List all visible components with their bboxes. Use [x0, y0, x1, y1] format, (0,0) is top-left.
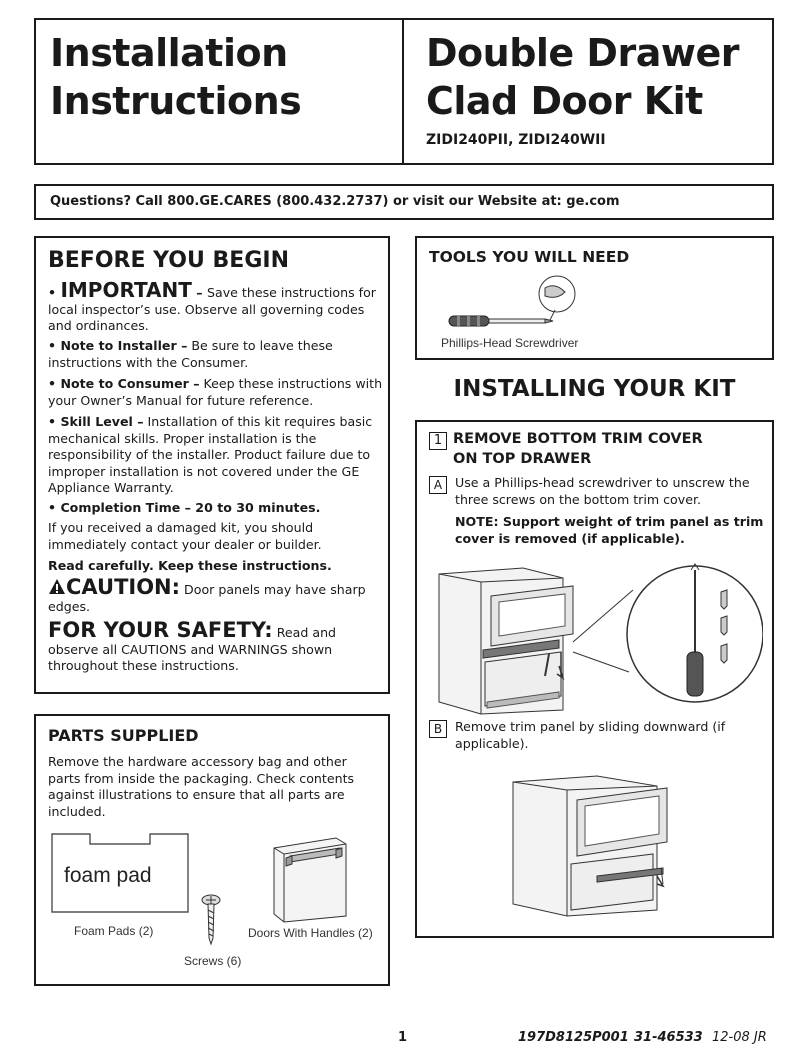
step-b-text: Remove trim panel by sliding downward (if applicable).: [455, 719, 726, 751]
consumer-bullet: • Note to Consumer – Keep these instructions with your Owner’s Manual for future reference.: [48, 376, 383, 408]
parts-supplied-text: Remove the hardware accessory bag and other parts from inside the packaging. Check contents against illustrations to ensure that all parts are included.: [48, 754, 355, 819]
installer-bullet: • Note to Installer – Be sure to leave these instructions with the Consumer.: [48, 338, 333, 370]
revision-date: 12-08 JR: [712, 1030, 767, 1045]
step-a-letter: A: [429, 476, 447, 494]
door-with-handle-illustration: [266, 834, 350, 924]
caution-notice: [48, 575, 388, 615]
tools-section: [415, 236, 774, 360]
completion-bullet: • Completion Time – 20 to 30 minutes.: [48, 500, 321, 515]
left-title-line1: Installation: [50, 31, 288, 75]
remove-trim-screws-illustration: [433, 562, 763, 722]
left-title-line2: Instructions: [50, 79, 302, 123]
step-1-title-line1: REMOVE BOTTOM TRIM COVER: [453, 431, 703, 447]
skill-label: Skill Level –: [60, 414, 144, 429]
before-you-begin-title: BEFORE YOU BEGIN: [48, 248, 289, 273]
foam-pad-label: foam pad: [64, 864, 152, 887]
phillips-screwdriver-illustration: [447, 274, 577, 330]
parts-supplied-title: PARTS SUPPLIED: [48, 726, 199, 745]
page-number: 1: [398, 1030, 408, 1045]
installer-label: Note to Installer –: [60, 338, 188, 353]
caution-text: Door panels may have sharp edges.: [48, 582, 366, 614]
completion-text: Completion Time – 20 to 30 minutes.: [60, 500, 321, 515]
important-text: Save these instructions for local inspector’s use. Observe all governing codes and ordinances.: [48, 285, 376, 333]
before-you-begin-section: [34, 236, 390, 694]
step-1-number: 1: [429, 432, 447, 450]
step-a-note: NOTE: Support weight of trim panel as trim cover is removed (if applicable).: [455, 514, 764, 546]
skill-bullet: • Skill Level – Installation of this kit requires basic mechanical skills. Proper installation is the responsibility of the installer. Product failure due to improper installation is not covered under the GE Appliance Warranty.: [48, 414, 373, 495]
right-title-line2: Clad Door Kit: [426, 79, 703, 123]
skill-text: Installation of this kit requires basic mechanical skills. Proper installation is the responsibility of the installer. Product failure due to improper installation is not covered under the GE Appliance Warranty.: [48, 414, 373, 495]
slide-trim-panel-illustration: [507, 772, 687, 920]
questions-banner: [34, 184, 774, 220]
model-numbers: ZIDI240PII, ZIDI240WII: [426, 132, 606, 148]
step-1-title-line2: ON TOP DRAWER: [453, 451, 592, 467]
step-a-text: Use a Phillips-head screwdriver to unscrew the three screws on the bottom trim cover.: [455, 475, 750, 507]
installing-your-kit-title: INSTALLING YOUR KIT: [453, 376, 736, 402]
safety-text: Read and observe all CAUTIONS and WARNINGS shown throughout these instructions.: [48, 625, 337, 673]
step-b-letter: B: [429, 720, 447, 738]
screws-caption: Screws (6): [184, 954, 242, 968]
foam-pads-caption: Foam Pads (2): [74, 924, 154, 938]
screwdriver-caption: Phillips-Head Screwdriver: [441, 336, 579, 350]
warning-triangle-icon: [48, 578, 66, 595]
important-label: IMPORTANT: [60, 278, 192, 302]
questions-text: Questions? Call 800.GE.CARES (800.432.2737) or visit our Website at: ge.com: [50, 194, 620, 209]
screw-illustration: [200, 894, 222, 946]
safety-label: FOR YOUR SAFETY:: [48, 618, 273, 642]
important-bullet: • IMPORTANT – Save these instructions for local inspector’s use. Observe all governing codes and ordinances.: [48, 278, 376, 333]
caution-label: CAUTION:: [66, 575, 181, 599]
part-number: 197D8125P001: [518, 1030, 629, 1045]
header-divider: [402, 20, 404, 163]
read-carefully-text: Read carefully. Keep these instructions.: [48, 558, 332, 573]
document-number: 31-46533: [634, 1030, 703, 1045]
parts-supplied-section: [34, 714, 390, 986]
installation-steps-section: [415, 420, 774, 938]
title-header: [34, 18, 774, 165]
right-title-line1: Double Drawer: [426, 31, 739, 75]
installer-text: Be sure to leave these instructions with the Consumer.: [48, 338, 333, 370]
doors-caption: Doors With Handles (2): [248, 926, 373, 940]
consumer-label: Note to Consumer –: [60, 376, 200, 391]
tools-title: TOOLS YOU WILL NEED: [429, 248, 630, 266]
damaged-kit-text: If you received a damaged kit, you should immediately contact your dealer or builder.: [48, 520, 322, 552]
consumer-text: Keep these instructions with your Owner’s Manual for future reference.: [48, 376, 383, 408]
safety-notice: [48, 618, 388, 675]
important-dash: –: [191, 285, 207, 300]
